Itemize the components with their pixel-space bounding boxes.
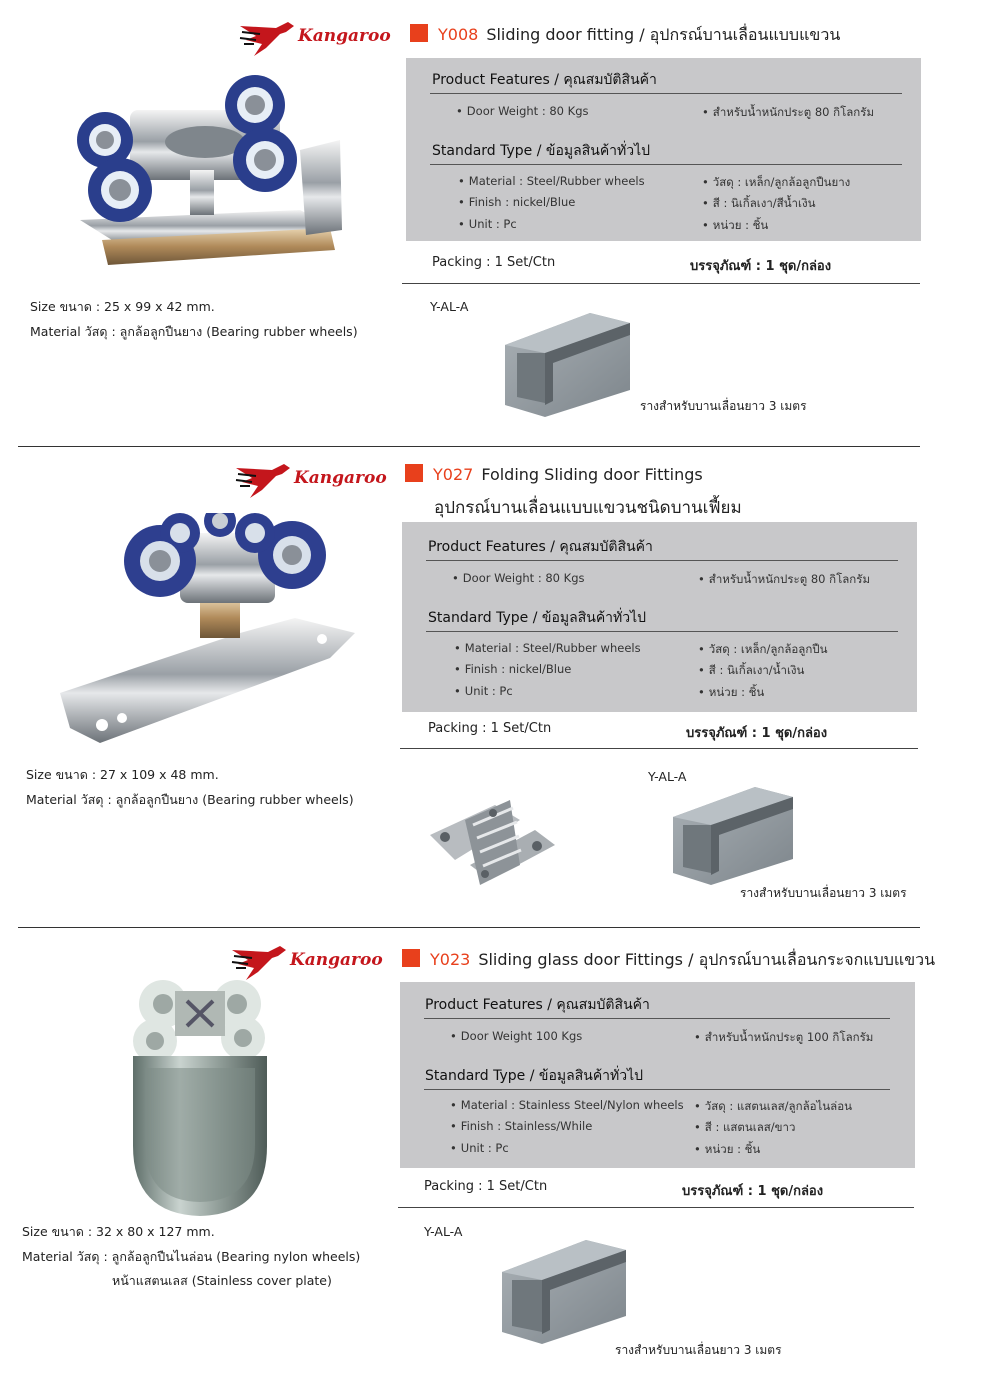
feature-th: • สำหรับน้ำหนักประตู 80 กิโลกรัม	[702, 104, 874, 122]
bullet-square-icon	[405, 464, 423, 482]
std-en-finish: • Finish : Stainless/While	[450, 1119, 592, 1133]
standard-heading: Standard Type / ข้อมูลสินค้าทั่วไป	[432, 143, 651, 159]
features-heading: Product Features / คุณสมบัติสินค้า	[428, 539, 653, 555]
packing-en: Packing : 1 Set/Ctn	[428, 721, 552, 736]
rail-image	[665, 781, 800, 886]
standard-rule	[430, 164, 902, 165]
size-text: Size ขนาด : 25 x 99 x 42 mm.	[30, 299, 215, 314]
product-code: Y008	[438, 25, 479, 44]
product-code: Y023	[430, 950, 471, 969]
packing-rule	[400, 748, 918, 749]
bullet-square-icon	[410, 24, 428, 42]
kangaroo-icon	[232, 458, 302, 502]
product-y023	[0, 928, 1000, 1396]
size-text: Size ขนาด : 27 x 109 x 48 mm.	[26, 767, 219, 782]
material-text-2: หน้าแสตนเลส (Stainless cover plate)	[112, 1273, 332, 1288]
hinge-photo	[425, 780, 565, 890]
bullet-square-icon	[402, 949, 420, 967]
product-photo-y027	[60, 513, 360, 743]
feature-en: • Door Weight 100 Kgs	[450, 1029, 582, 1043]
product-y027	[0, 448, 1000, 928]
std-th-finish: • สี : นิเกิ้ลเงา/สีน้ำเงิน	[702, 195, 815, 213]
product-title-text: Sliding door fitting / อุปกรณ์บานเลื่อนแบบแขวน	[486, 25, 841, 44]
std-th-finish: • สี : แสตนเลส/ขาว	[694, 1119, 795, 1137]
rail-caption: รางสำหรับบานเลื่อนยาว 3 เมตร	[615, 1343, 782, 1357]
std-en-finish: • Finish : nickel/Blue	[454, 662, 571, 676]
product-code: Y027	[433, 465, 474, 484]
features-rule	[426, 560, 898, 561]
std-en-unit: • Unit : Pc	[454, 684, 513, 698]
features-rule	[424, 1018, 890, 1019]
kangaroo-logo	[236, 16, 391, 60]
rail-model: Y-AL-A	[430, 299, 469, 314]
product-title-thai: อุปกรณ์บานเลื่อนแบบแขวนชนิดบานเฟี้ยม	[434, 498, 742, 518]
material-text: Material วัสดุ : ลูกล้อลูกปืนไนล่อน (Bearing nylon wheels)	[22, 1249, 361, 1264]
packing-th: บรรจุภัณฑ์ : 1 ชุด/กล่อง	[690, 259, 832, 274]
product-title	[405, 464, 703, 484]
feature-en: • Door Weight : 80 Kgs	[456, 104, 588, 118]
standard-heading: Standard Type / ข้อมูลสินค้าทั่วไป	[428, 610, 647, 626]
kangaroo-logo	[232, 458, 387, 502]
packing-en: Packing : 1 Set/Ctn	[424, 1179, 548, 1194]
spec-box	[402, 522, 917, 712]
feature-th: • สำหรับน้ำหนักประตู 80 กิโลกรัม	[698, 571, 870, 589]
rail-caption: รางสำหรับบานเลื่อนยาว 3 เมตร	[640, 399, 807, 413]
packing-th: บรรจุภัณฑ์ : 1 ชุด/กล่อง	[686, 726, 828, 741]
packing-th: บรรจุภัณฑ์ : 1 ชุด/กล่อง	[682, 1184, 824, 1199]
brand-name: Kangaroo	[290, 950, 383, 970]
product-photo-y023	[125, 976, 275, 1221]
material-text: Material วัสดุ : ลูกล้อลูกปืนยาง (Bearing rubber wheels)	[26, 792, 354, 807]
features-heading: Product Features / คุณสมบัติสินค้า	[425, 997, 650, 1013]
kangaroo-icon	[236, 16, 306, 60]
spec-box	[406, 58, 921, 241]
brand-name: Kangaroo	[298, 26, 391, 46]
feature-th: • สำหรับน้ำหนักประตู 100 กิโลกรัม	[694, 1029, 873, 1047]
std-en-material: • Material : Steel/Rubber wheels	[458, 174, 645, 188]
product-title	[410, 23, 840, 48]
material-text: Material วัสดุ : ลูกล้อลูกปืนยาง (Bearing rubber wheels)	[30, 324, 358, 339]
product-title-text: Folding Sliding door Fittings	[481, 465, 703, 484]
product-title	[402, 948, 935, 973]
std-th-material: • วัสดุ : เหล็ก/ลูกล้อลูกปืน	[698, 641, 827, 659]
std-en-material: • Material : Stainless Steel/Nylon wheels	[450, 1098, 684, 1112]
std-th-material: • วัสดุ : แสตนเลส/ลูกล้อไนล่อน	[694, 1098, 852, 1116]
packing-rule	[402, 283, 920, 284]
product-title-text: Sliding glass door Fittings / อุปกรณ์บานเลื่อนกระจกแบบแขวน	[478, 950, 936, 969]
feature-en: • Door Weight : 80 Kgs	[452, 571, 584, 585]
std-th-finish: • สี : นิเกิ้ลเงา/น้ำเงิน	[698, 662, 804, 680]
spec-box	[400, 982, 915, 1168]
rail-image	[495, 305, 640, 420]
std-en-material: • Material : Steel/Rubber wheels	[454, 641, 641, 655]
rail-model: Y-AL-A	[424, 1224, 463, 1239]
std-th-unit: • หน่วย : ชิ้น	[694, 1141, 760, 1159]
std-th-unit: • หน่วย : ชิ้น	[702, 217, 768, 235]
packing-rule	[398, 1207, 914, 1208]
rail-caption: รางสำหรับบานเลื่อนยาว 3 เมตร	[740, 886, 907, 900]
standard-heading: Standard Type / ข้อมูลสินค้าทั่วไป	[425, 1068, 644, 1084]
rail-model: Y-AL-A	[648, 769, 687, 784]
std-th-material: • วัสดุ : เหล็ก/ลูกล้อลูกปืนยาง	[702, 174, 850, 192]
features-rule	[430, 93, 902, 94]
rail-image	[494, 1234, 634, 1344]
standard-rule	[424, 1089, 890, 1090]
brand-name: Kangaroo	[294, 468, 387, 488]
std-en-unit: • Unit : Pc	[450, 1141, 509, 1155]
size-text: Size ขนาด : 32 x 80 x 127 mm.	[22, 1224, 215, 1239]
std-en-finish: • Finish : nickel/Blue	[458, 195, 575, 209]
product-photo-y008	[40, 60, 350, 275]
standard-rule	[426, 631, 898, 632]
product-y008	[0, 0, 1000, 448]
packing-en: Packing : 1 Set/Ctn	[432, 255, 556, 270]
std-th-unit: • หน่วย : ชิ้น	[698, 684, 764, 702]
features-heading: Product Features / คุณสมบัติสินค้า	[432, 72, 657, 88]
section-divider	[18, 446, 920, 447]
std-en-unit: • Unit : Pc	[458, 217, 517, 231]
